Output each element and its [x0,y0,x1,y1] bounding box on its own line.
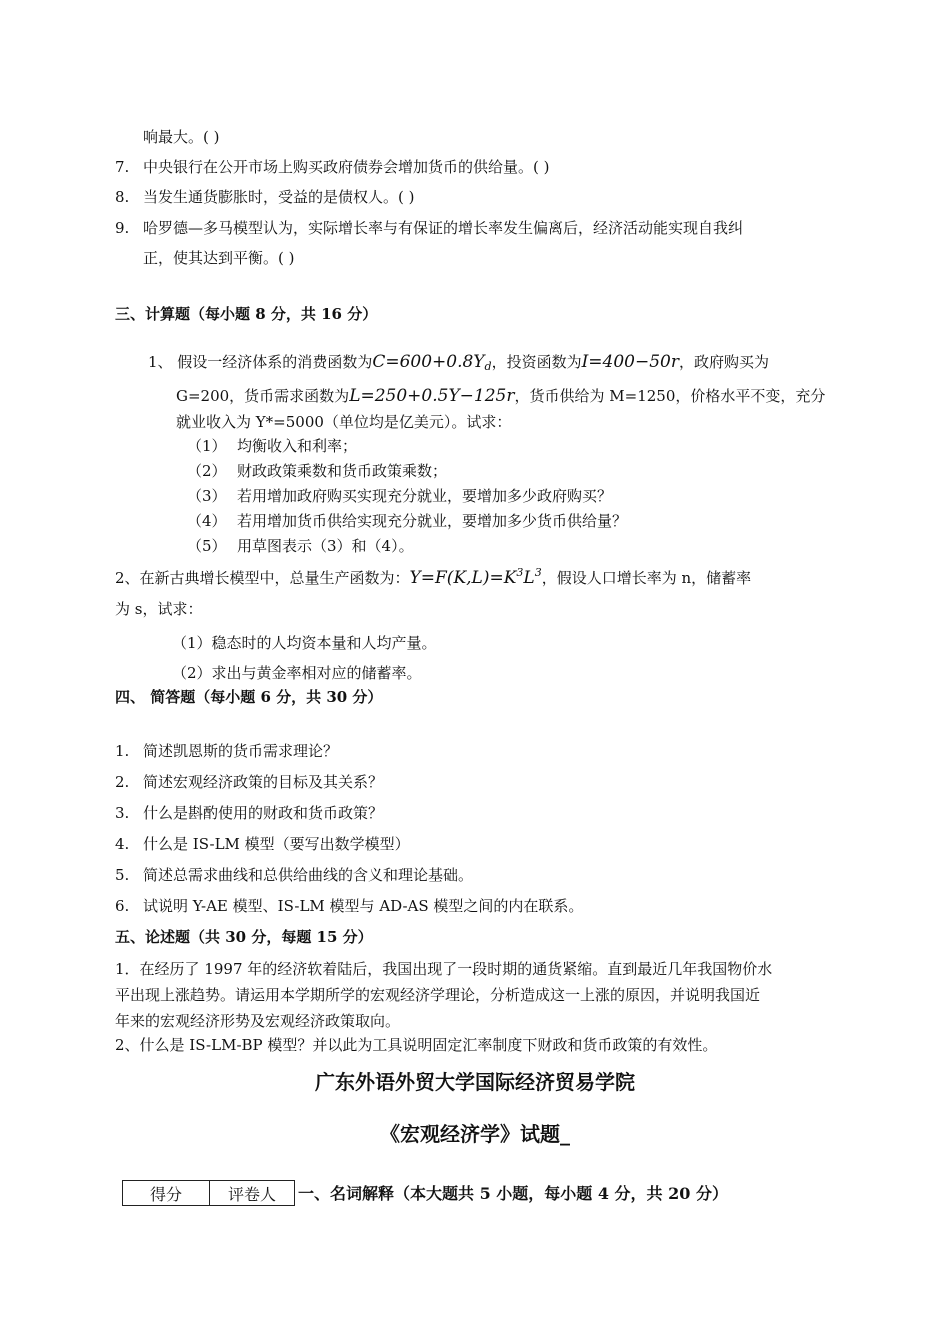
short-answer-1: 1. 简述凯恩斯的货币需求理论？ [115,742,339,760]
tf-item-9-continuation: 正，使其达到平衡。( ) [143,249,295,267]
exam-subject-title: 《宏观经济学》试题_ [380,1122,570,1146]
calc-q1-sub-4: （4） 若用增加货币供给实现充分就业，要增加多少货币供给量？ [187,512,628,530]
short-answer-3: 3. 什么是斟酌使用的财政和货币政策？ [115,804,384,822]
calc-q1-line3: 就业收入为 Y*=5000（单位均是亿美元）。试求： [176,413,512,431]
essay-q1-line3: 年来的宏观经济形势及宏观经济政策取向。 [115,1012,401,1030]
tf-item-9: 9. 哈罗德—多马模型认为，实际增长率与有保证的增长率发生偏离后，经济活动能实现自我纠 [115,219,744,237]
calc-q1-sub-5: （5） 用草图表示（3）和（4）。 [187,537,414,555]
tf-item-6-continuation: 响最大。( ) [143,128,220,146]
consumption-function: $C=600+0.8Y_d$ [372,352,492,373]
short-answer-6: 6. 试说明 Y-AE 模型、IS-LM 模型与 AD-AS 模型之间的内在联系。 [115,897,584,915]
section-3-heading: 三、计算题（每小题 8 分，共 16 分） [115,305,378,323]
section-4-heading: 四、 简答题（每小题 6 分，共 30 分） [115,688,383,706]
essay-q1-line2: 平出现上涨趋势。请运用本学期所学的宏观经济学理论，分析造成这一上涨的原因，并说明我国近 [115,986,761,1004]
production-function: $Y=F(K,L)=K^3L^3$ [409,566,542,588]
money-demand-function: L=250+0.5Y−125r [349,386,515,406]
section-1-heading: 一、名词解释（本大题共 5 小题，每小题 4 分，共 20 分） [298,1184,728,1203]
calc-q1-sub-2: （2） 财政政策乘数和货币政策乘数； [187,462,448,480]
tf-item-7: 7. 中央银行在公开市场上购买政府债券会增加货币的供给量。( ) [115,158,550,176]
tf-item-8: 8. 当发生通货膨胀时，受益的是债权人。( ) [115,188,415,206]
section-5-heading: 五、论述题（共 30 分，每题 15 分） [115,928,373,946]
school-title: 广东外语外贸大学国际经济贸易学院 [315,1070,635,1094]
essay-q2: 2、什么是 IS-LM-BP 模型？并以此为工具说明固定汇率制度下财政和货币政策的有效性。 [115,1036,718,1054]
short-answer-4: 4. 什么是 IS-LM 模型（要写出数学模型） [115,835,410,853]
calc-q2-line2: 为 s，试求： [115,600,203,618]
calc-q2-line1: 2、在新古典增长模型中，总量生产函数为：$Y=F(K,L)=K^3L^3$，假设人口增长率为 n，储蓄率 [115,566,752,588]
calc-q1-line2: G=200，货币需求函数为L=250+0.5Y−125r，货币供给为 M=1250，价格水平不变，充分 [176,386,826,406]
short-answer-2: 2. 简述宏观经济政策的目标及其关系？ [115,773,384,791]
score-cell: 得分 [123,1181,210,1206]
calc-q1-line1: 1、 假设一经济体系的消费函数为$C=600+0.8Y_d$，投资函数为I=400−50r，政府购买为 [148,352,770,373]
score-table [122,1180,295,1206]
calc-q2-sub-2: （2）求出与黄金率相对应的储蓄率。 [172,664,422,682]
investment-function: I=400−50r [581,352,680,372]
calc-q1-sub-1: （1） 均衡收入和利率； [187,437,358,455]
short-answer-5: 5. 简述总需求曲线和总供给曲线的含义和理论基础。 [115,866,474,884]
grader-cell: 评卷人 [210,1181,295,1206]
calc-q2-sub-1: （1）稳态时的人均资本量和人均产量。 [172,634,437,652]
calc-q1-sub-3: （3） 若用增加政府购买实现充分就业，要增加多少政府购买？ [187,487,613,505]
essay-q1-line1: 1．在经历了 1997 年的经济软着陆后，我国出现了一段时期的通货紧缩。直到最近几年我国物价水 [115,960,773,978]
